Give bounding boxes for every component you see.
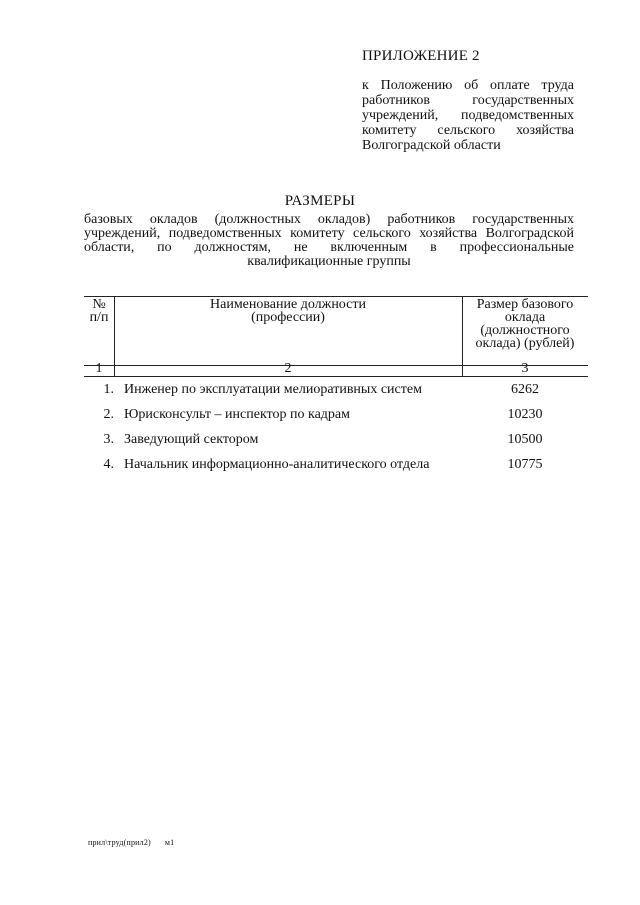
- row-index: 1.: [103, 382, 114, 397]
- document-heading: РАЗМЕРЫ: [284, 193, 356, 209]
- document-subtitle: базовых окладов (должностных окладов) работников государственных учреждений, подведомственных комитету сельского хозяйства Волгоградской области, по должностям, не включенным в профессиональные квалификационные группы: [84, 212, 574, 269]
- column-header-salary: Размер базового оклада (должностного оклада) (рублей): [475, 297, 575, 351]
- row-index: 2.: [103, 407, 114, 422]
- column-number-2: 2: [284, 361, 292, 376]
- footer-file-reference: [88, 838, 174, 847]
- row-position-name: Инженер по эксплуатации мелиоративных систем: [124, 382, 422, 397]
- column-header-number: № п/п: [89, 297, 109, 325]
- row-index: 3.: [103, 432, 114, 447]
- table-row: [84, 432, 588, 452]
- footer-code: м1: [164, 838, 175, 847]
- column-number-1: 1: [95, 361, 103, 376]
- table-row: [84, 382, 588, 402]
- row-position-name: Начальник информационно-аналитического отдела: [124, 457, 430, 472]
- column-header-position: Наименование должности (профессии): [210, 297, 366, 325]
- row-salary: 6262: [511, 382, 539, 397]
- table-row: [84, 407, 588, 427]
- appendix-title: ПРИЛОЖЕНИЕ 2: [362, 48, 480, 64]
- table-border-header-bottom: [84, 376, 588, 377]
- appendix-reference-text: к Положению об оплате труда работников государственных учреждений, подведомственных комитету сельского хозяйства Волгоградской области: [362, 78, 574, 153]
- row-salary: 10775: [507, 457, 543, 472]
- row-salary: 10230: [507, 407, 543, 422]
- row-index: 4.: [103, 457, 114, 472]
- row-position-name: Заведующий сектором: [124, 432, 259, 447]
- column-number-3: 3: [521, 361, 529, 376]
- row-position-name: Юрисконсульт – инспектор по кадрам: [124, 407, 350, 422]
- row-salary: 10500: [507, 432, 543, 447]
- table-row: [84, 457, 588, 477]
- footer-file-path: прил\труд(прил2): [88, 838, 151, 847]
